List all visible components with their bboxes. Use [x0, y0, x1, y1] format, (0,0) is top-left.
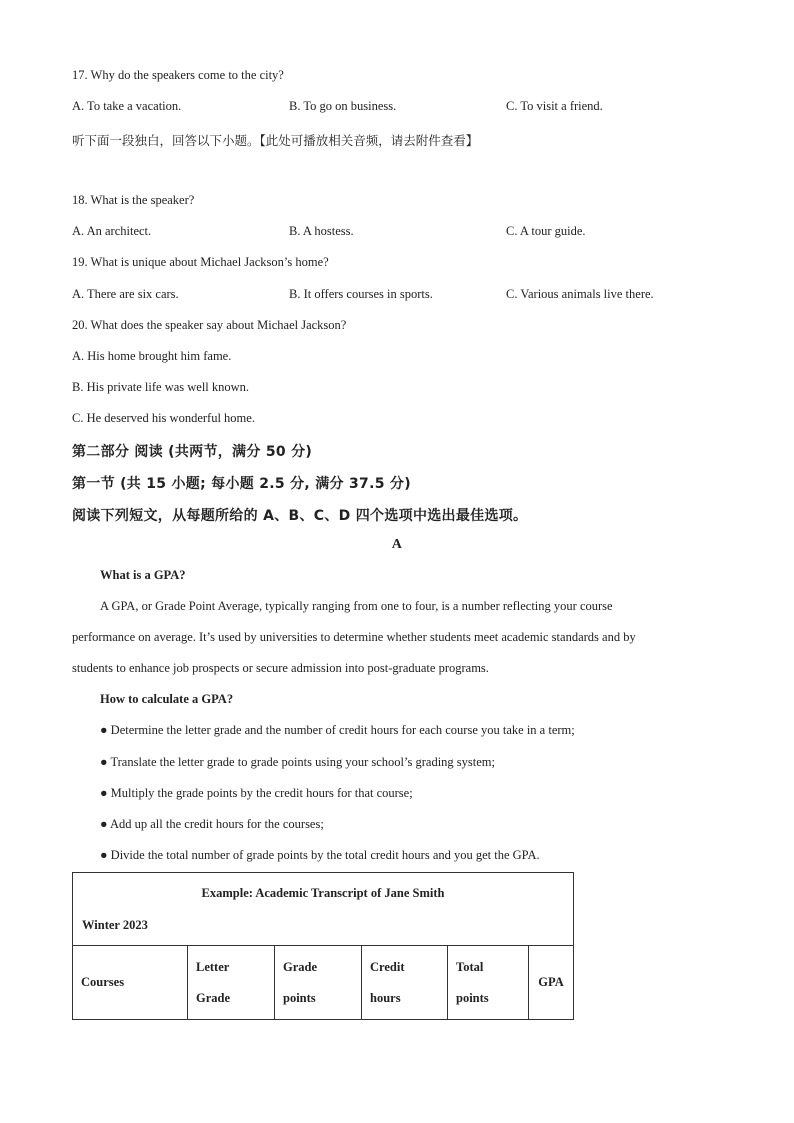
passage-subtitle-what-is-gpa: What is a GPA?: [100, 568, 186, 582]
column-header-credit-hours: Credit hours: [362, 946, 448, 1020]
bullet-item: ● Add up all the credit hours for the courses;: [100, 817, 324, 831]
column-header-courses: Courses: [73, 946, 188, 1020]
audio-note: 听下面一段独白，回答以下小题。【此处可播放相关音频，请去附件查看】: [72, 133, 479, 148]
column-header-letter-grade: Letter Grade: [188, 946, 275, 1020]
transcript-title: Example: Academic Transcript of Jane Smith: [201, 886, 445, 900]
column-header-total-points: Total points: [448, 946, 529, 1020]
q18-option-a: A. An architect.: [72, 224, 152, 238]
q19-option-a: A. There are six cars.: [72, 287, 179, 301]
passage-paragraph-line-2: performance on average. It’s used by universities to determine whether students meet academic standards and by: [72, 630, 636, 644]
column-header-gpa: GPA: [529, 946, 574, 1020]
transcript-term: Winter 2023: [82, 918, 148, 932]
column-header-grade-points: Grade points: [275, 946, 362, 1020]
passage-letter: A: [391, 537, 403, 552]
passage-paragraph-line-3: students to enhance job prospects or secure admission into post-graduate programs.: [72, 661, 489, 675]
q17-option-a: A. To take a vacation.: [72, 99, 182, 113]
transcript-table: [72, 872, 574, 1020]
question-18: 18. What is the speaker?: [72, 193, 195, 207]
q20-option-a: A. His home brought him fame.: [72, 349, 232, 363]
q18-option-c: C. A tour guide.: [506, 224, 586, 238]
q19-option-b: B. It offers courses in sports.: [289, 287, 433, 301]
transcript-caption-cell: [73, 873, 574, 946]
passage-paragraph-line-1: A GPA, or Grade Point Average, typically ranging from one to four, is a number reflecting your course: [100, 599, 613, 613]
bullet-item: ● Multiply the grade points by the credit hours for that course;: [100, 786, 413, 800]
passage-subtitle-how-to-calculate: How to calculate a GPA?: [100, 692, 234, 706]
question-19: 19. What is unique about Michael Jackson’s home?: [72, 255, 329, 269]
question-17: 17. Why do the speakers come to the city?: [72, 68, 284, 82]
section-one-heading: 第一节 (共 15 小题; 每小题 2.5 分, 满分 37.5 分): [72, 476, 411, 492]
q17-option-b: B. To go on business.: [289, 99, 397, 113]
bullet-item: ● Translate the letter grade to grade points using your school’s grading system;: [100, 755, 495, 769]
q18-option-b: B. A hostess.: [289, 224, 354, 238]
question-20: 20. What does the speaker say about Michael Jackson?: [72, 318, 347, 332]
reading-instruction: 阅读下列短文，从每题所给的 A、B、C、D 四个选项中选出最佳选项。: [72, 508, 528, 524]
bullet-item: ● Determine the letter grade and the number of credit hours for each course you take in a term;: [100, 723, 575, 737]
q20-option-b: B. His private life was well known.: [72, 380, 250, 394]
part-two-heading: 第二部分 阅读 (共两节，满分 50 分): [72, 444, 313, 460]
q17-option-c: C. To visit a friend.: [506, 99, 603, 113]
q19-option-c: C. Various animals live there.: [506, 287, 654, 301]
q20-option-c: C. He deserved his wonderful home.: [72, 411, 255, 425]
bullet-item: ● Divide the total number of grade points by the total credit hours and you get the GPA.: [100, 848, 540, 862]
